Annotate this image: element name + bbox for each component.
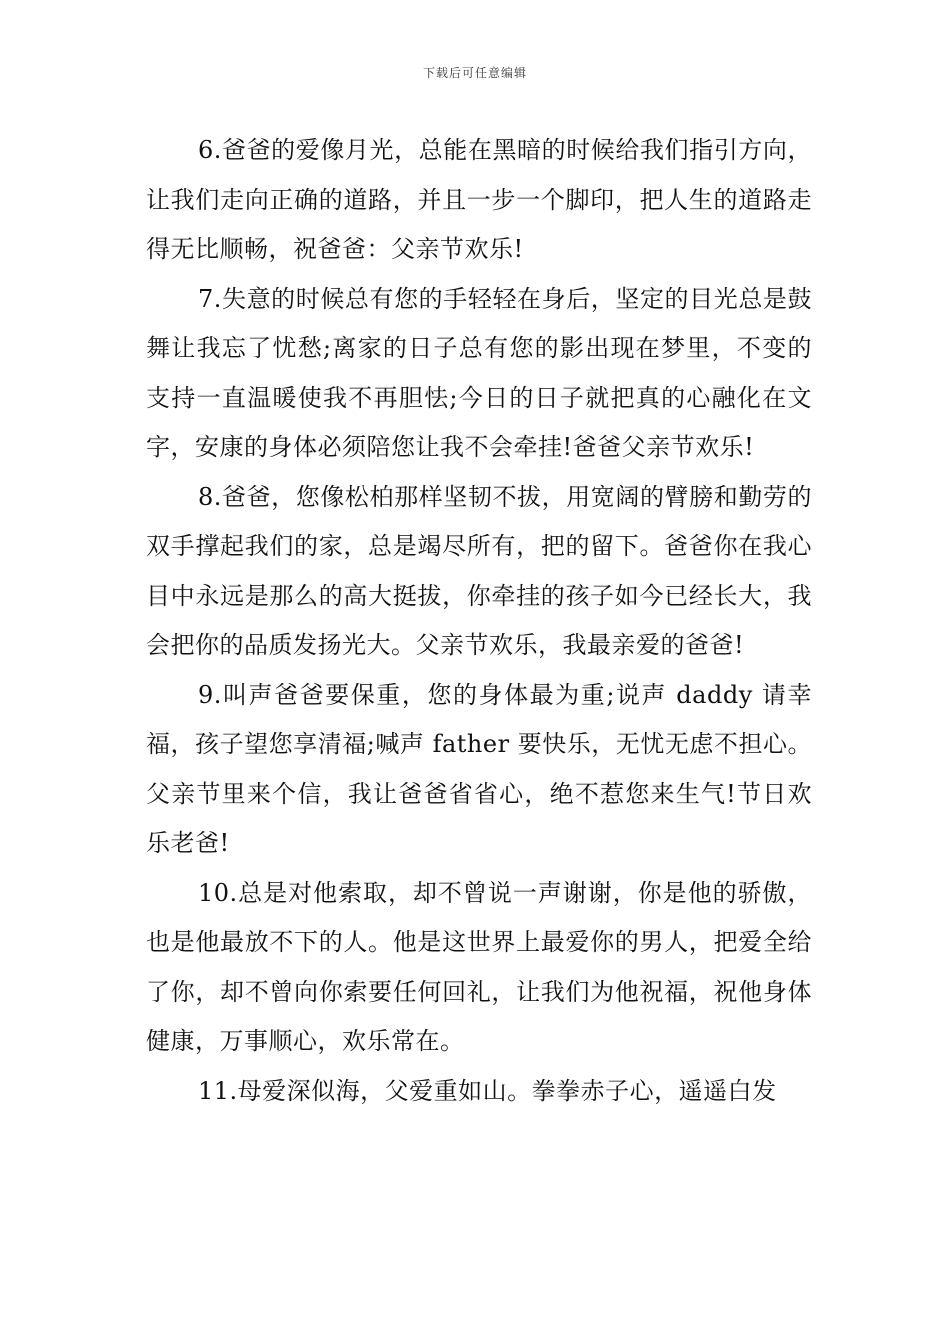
document-body xyxy=(146,126,812,1116)
paragraph-8: 8.爸爸，您像松柏那样坚韧不拔，用宽阔的臂膀和勤劳的双手撑起我们的家，总是竭尽所有，把的留下。爸爸你在我心目中永远是那么的高大挺拔，你牵挂的孩子如今已经长大，我会把你的品质发扬光大。父亲节欢乐，我最亲爱的爸爸! xyxy=(146,482,812,659)
paragraph-11: 11.母爱深似海，父爱重如山。拳拳赤子心，遥遥白发 xyxy=(198,1076,777,1105)
page-header: 下载后可任意编辑 xyxy=(422,66,527,80)
paragraph-7: 7.失意的时候总有您的手轻轻在身后，坚定的目光总是鼓舞让我忘了忧愁;离家的日子总有您的影出现在梦里，不变的支持一直温暖使我不再胆怯;今日的日子就把真的心融化在文字，安康的身体必须陪您让我不会牵挂!爸爸父亲节欢乐! xyxy=(146,284,812,461)
paragraph-6: 6.爸爸的爱像月光，总能在黑暗的时候给我们指引方向，让我们走向正确的道路，并且一步一个脚印，把人生的道路走得无比顺畅，祝爸爸：父亲节欢乐! xyxy=(146,136,812,263)
paragraph-10: 10.总是对他索取，却不曾说一声谢谢，你是他的骄傲，也是他最放不下的人。他是这世界上最爱你的男人，把爱全给了你，却不曾向你索要任何回礼，让我们为他祝福，祝他身体健康，万事顺心，欢乐常在。 xyxy=(146,878,812,1055)
paragraph-9: 9.叫声爸爸要保重，您的身体最为重;说声 daddy 请幸福，孩子望您享清福;喊声 father 要快乐，无忧无虑不担心。父亲节里来个信，我让爸爸省省心，绝不惹您来生气!节日欢乐老爸! xyxy=(146,680,812,857)
